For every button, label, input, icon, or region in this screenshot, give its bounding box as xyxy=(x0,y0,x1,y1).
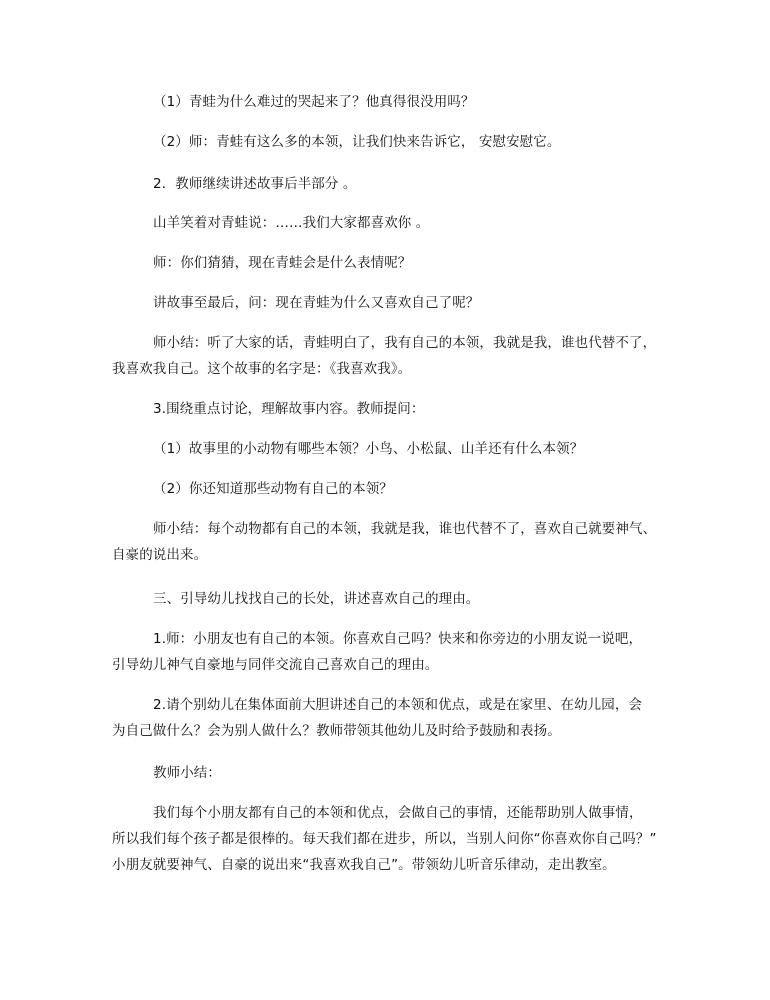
final-summary-line-3: 小朋友就要神气、自豪的说出来“我喜欢我自己”。带领幼儿听音乐律动，走出教室。 xyxy=(112,857,616,873)
question-line-4: （2）你还知道那些动物有自己的本领？ xyxy=(153,481,393,497)
activity-line-2b: 为自己做什么？会为别人做什么？教师带领其他幼儿及时给予鼓励和表扬。 xyxy=(112,723,561,739)
story-end-line: 讲故事至最后，问：现在青蛙为什么又喜欢自己了呢？ xyxy=(153,295,480,311)
story-line-goat: 山羊笑着对青蛙说：……我们大家都喜欢你 。 xyxy=(153,215,430,231)
section-heading-3: 三、引导幼儿找找自己的长处，讲述喜欢自己的理由。 xyxy=(153,591,480,607)
teacher-summary-heading: 教师小结： xyxy=(153,765,221,781)
question-line-3: （1）故事里的小动物有哪些本领？小鸟、小松鼠、山羊还有什么本领？ xyxy=(153,441,584,457)
summary-line-2a: 师小结：每个动物都有自己的本领，我就是我，谁也代替不了，喜欢自己就要神气、 xyxy=(153,521,657,537)
summary-line-1a: 师小结：听了大家的话，青蛙明白了，我有自己的本领，我就是我，谁也代替不了， xyxy=(153,335,657,351)
final-summary-line-1: 我们每个小朋友都有自己的本领和优点，会做自己的事情，还能帮助别人做事情， xyxy=(153,805,643,821)
activity-line-1b: 引导幼儿神气自豪地与同伴交流自己喜欢自己的理由。 xyxy=(112,657,439,673)
activity-line-2a: 2.请个别幼儿在集体面前大胆讲述自己的本领和优点，或是在家里、在幼儿园，会 xyxy=(153,697,643,713)
teacher-question-line: 师：你们猜猜，现在青蛙会是什么表情呢？ xyxy=(153,255,412,271)
summary-line-1b: 我喜欢我自己。这个故事的名字是：《我喜欢我》。 xyxy=(112,361,412,377)
step-heading-3: 3.围绕重点讨论，理解故事内容。教师提问： xyxy=(153,401,425,417)
activity-line-1a: 1.师：小朋友也有自己的本领。你喜欢自己吗？快来和你旁边的小朋友说一说吧， xyxy=(153,631,643,647)
question-line-1: （1）青蛙为什么难过的哭起来了？他真得很没用吗？ xyxy=(153,94,475,110)
summary-line-2b: 自豪的说出来。 xyxy=(112,547,208,563)
step-heading-2: 2．教师继续讲述故事后半部分 。 xyxy=(153,176,357,192)
question-line-2: （2）师：青蛙有这么多的本领，让我们快来告诉它， 安慰安慰它。 xyxy=(153,134,561,150)
final-summary-line-2: 所以我们每个孩子都是很棒的。每天我们都在进步，所以，当别人问你“你喜欢你自己吗？” xyxy=(112,831,657,847)
